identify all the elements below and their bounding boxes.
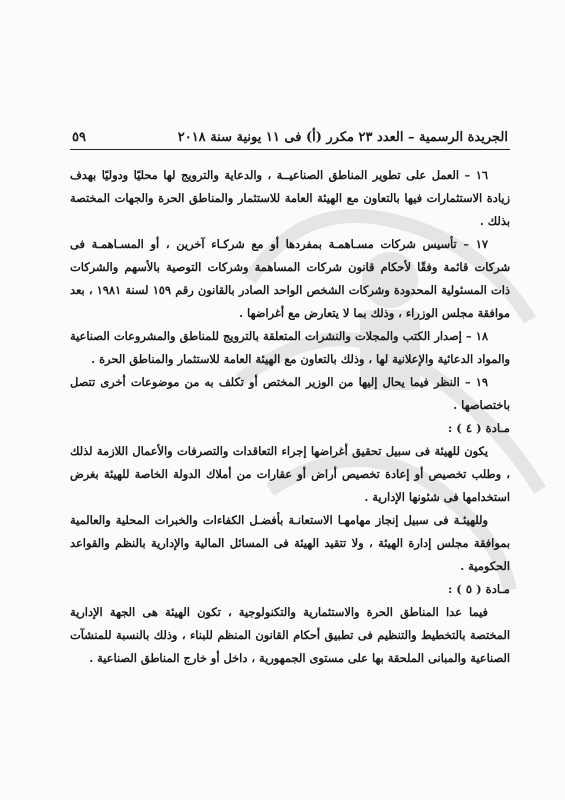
article-5-title: مـادة ( ٥ ) : <box>447 582 510 596</box>
header-title: الجريدة الرسمية – العدد ٢٣ مكرر (أ) فى ١١ يونية سنة ٢٠١٨ <box>177 130 508 145</box>
item-18: ١٨ – إصدار الكتب والمجلات والنشرات المتعلقة بالترويج للمناطق والمشروعات الصناعية والمواد الدعائية والإعلانية لها ، وذلك بالتعاون مع الهيئة العامة للاستثمار والمناطق الحرة . <box>70 329 510 366</box>
item-19: ١٩ – النظر فيما يحال إليها من الوزير المختص أو تكلف به من موضوعات أخرى تتصل باختصاصها . <box>70 375 510 412</box>
article-4-title: مـادة ( ٤ ) : <box>447 421 510 435</box>
article-4-paragraph: وللهيئـة فى سبيل إنجاز مهامهـا الاستعانـة بأفضـل الكفاءات والخبرات المحلية والعالمية بموافقة مجلس إدارة الهيئة ، ولا تتقيد الهيئة فى المسائل المالية والإدارية بالنظم والقواعد الحكومية . <box>70 513 510 573</box>
article-4-paragraph: يكون للهيئة فى سبيل تحقيق أغراضها إجراء التعاقدات والتصرفات والأعمال اللازمة لذلك ، وطلب تخصيص أو إعادة تخصيص أراض أو عقارات من أملاك الدولة الخاصة للهيئة بغرض استخدامها فى شئونها الإدارية . <box>70 444 510 504</box>
document-body <box>70 164 510 670</box>
document-page <box>70 130 510 670</box>
item-17: ١٧ – تأسيس شركات مسـاهمـة بمفردها أو مع شركـاء آخرين ، أو المسـاهمـة فى شركات قائمة وفقًا لأحكام قانون شركات المساهمة وشركات التوصية بالأسهم والشركات ذات المسئولية المحدودة وشركات الشخص الواحد الصادر بالقانون رقم ١٥٩ لسنة ١٩٨١ ، بعد موافقة مجلس الوزراء ، وذلك بما لا يتعارض مع أغراضها . <box>70 237 510 320</box>
page-header <box>70 130 510 150</box>
article-5-paragraph: فيما عدا المناطق الحرة والاستثمارية والتكنولوجية ، تكون الهيئة هى الجهة الإدارية المختصة بالتخطيط والتنظيم فى تطبيق أحكام القانون المنظم للبناء ، وذلك بالنسبة للمنشآت الصناعية والمبانى الملحقة بها على مستوى الجمهورية ، داخل أو خارج المناطق الصناعية . <box>70 605 510 665</box>
page-number: ٥٩ <box>72 130 86 145</box>
item-16: ١٦ – العمل على تطوير المناطق الصناعيــة ، والدعاية والترويج لها محليًا ودوليًا بهدف زيادة الاستثمارات فيها بالتعاون مع الهيئة العامة للاستثمار والمناطق الحرة والجهات المختصة بذلك . <box>70 168 510 228</box>
